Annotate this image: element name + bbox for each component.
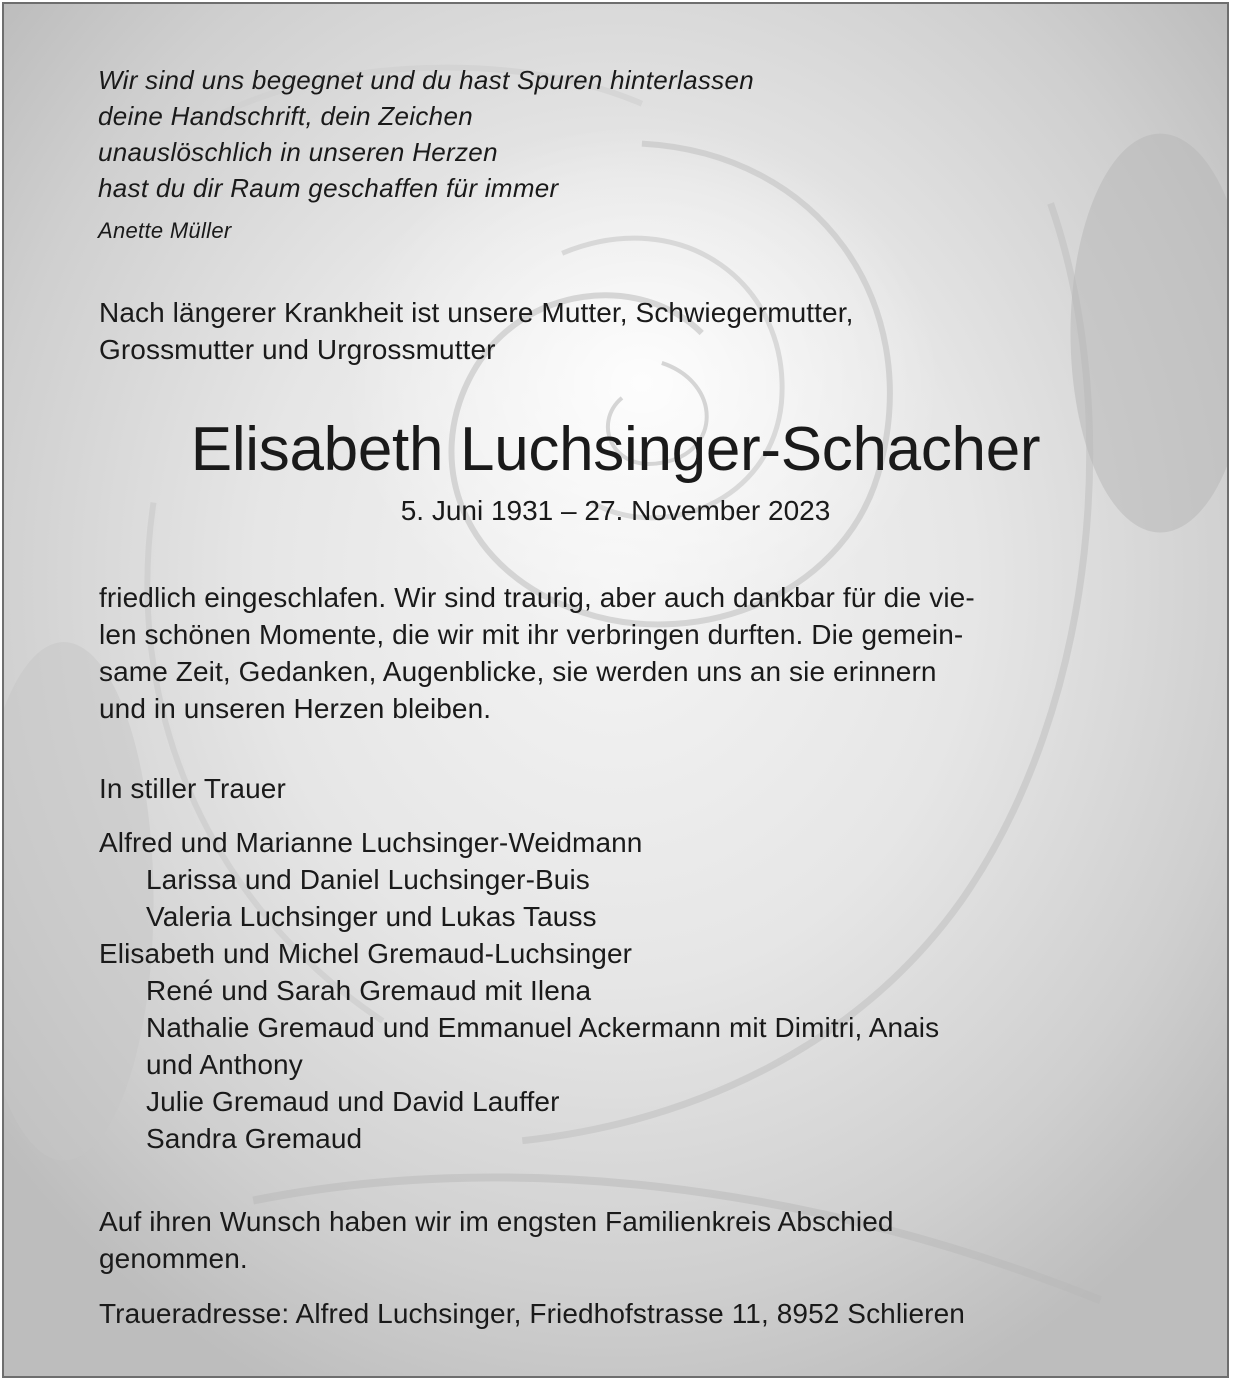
body-line: und in unseren Herzen bleiben.	[99, 693, 492, 724]
intro-text	[99, 294, 853, 368]
intro-line: Grossmutter und Urgrossmutter	[99, 334, 496, 365]
poem-line: hast du dir Raum geschaffen für immer	[98, 173, 559, 203]
family-member: Larissa und Daniel Luchsinger-Buis	[146, 864, 590, 895]
body-line: len schönen Momente, die wir mit ihr verbringen durften. Die gemein-	[99, 619, 964, 650]
mourning-label: In stiller Trauer	[99, 773, 286, 804]
family-member: und Anthony	[146, 1049, 303, 1080]
family-member: Julie Gremaud und David Lauffer	[146, 1086, 560, 1117]
family-member: Alfred und Marianne Luchsinger-Weidmann	[99, 827, 643, 858]
poem-line: Wir sind uns begegnet und du hast Spuren hinterlassen	[98, 65, 754, 95]
family-member: Valeria Luchsinger und Lukas Tauss	[146, 901, 597, 932]
intro-line: Nach längerer Krankheit ist unsere Mutter, Schwiegermutter,	[99, 297, 854, 328]
mourning-address: Traueradresse: Alfred Luchsinger, Friedhofstrasse 11, 8952 Schlieren	[99, 1298, 965, 1329]
body-text	[99, 579, 975, 727]
farewell-line: genommen.	[99, 1243, 248, 1274]
family-member: Nathalie Gremaud und Emmanuel Ackermann mit Dimitri, Anais	[146, 1012, 940, 1043]
farewell-note	[99, 1203, 894, 1277]
farewell-line: Auf ihren Wunsch haben wir im engsten Familienkreis Abschied	[99, 1206, 894, 1237]
body-line: friedlich eingeschlafen. Wir sind traurig, aber auch dankbar für die vie-	[99, 582, 975, 613]
family-member: Sandra Gremaud	[146, 1123, 363, 1154]
family-member: René und Sarah Gremaud mit Ilena	[146, 975, 592, 1006]
poem-author: Anette Müller	[98, 218, 232, 243]
life-dates: 5. Juni 1931 – 27. November 2023	[400, 495, 831, 526]
family-member: Elisabeth und Michel Gremaud-Luchsinger	[99, 938, 633, 969]
deceased-name: Elisabeth Luchsinger-Schacher	[190, 415, 1041, 484]
family-list	[99, 824, 939, 1157]
body-line: same Zeit, Gedanken, Augenblicke, sie werden uns an sie erinnern	[99, 656, 937, 687]
poem	[98, 62, 754, 206]
obituary-card	[2, 2, 1229, 1378]
poem-line: unauslöschlich in unseren Herzen	[98, 137, 498, 167]
poem-line: deine Handschrift, dein Zeichen	[98, 101, 473, 131]
